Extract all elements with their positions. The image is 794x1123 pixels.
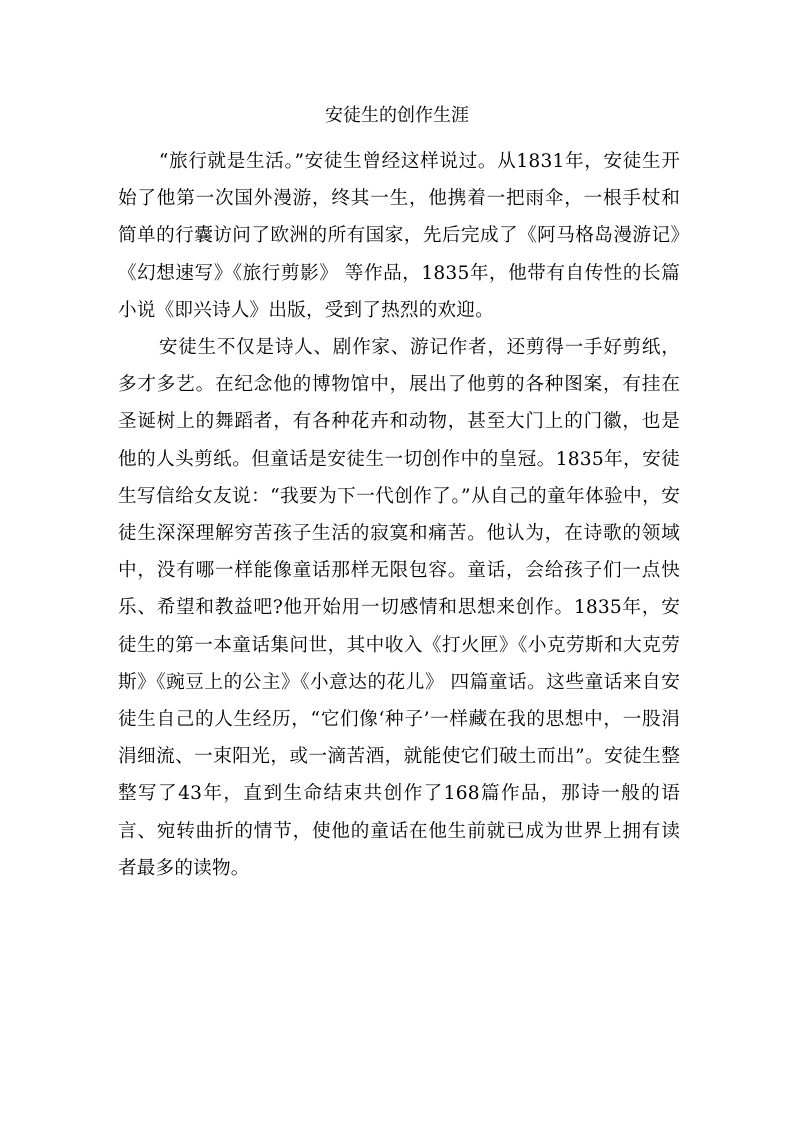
paragraph-travel: “旅行就是生活。”安徒生曾经这样说过。从1831年，安徒生开始了他第一次国外漫游，终其一生，他携着一把雨伞，一根手杖和简单的行囊访问了欧洲的所有国家，先后完成了《阿马格岛漫游记》《幻想速写》《旅行剪影》 等作品，1835年，他带有自传性的长篇小说《即兴诗人》出版，受到了热烈的欢迎。 xyxy=(118,151,680,321)
paragraph-fairy-tales: 安徒生不仅是诗人、剧作家、游记作者，还剪得一手好剪纸，多才多艺。在纪念他的博物馆中，展出了他剪的各种图案，有挂在圣诞树上的舞蹈者，有各种花卉和动物，甚至大门上的门徽，也是他的人头剪纸。但童话是安徒生一切创作中的皇冠。1835年，安徒生写信给女友说：“我要为下一代创作了。”从自己的童年体验中，安徒生深深理解穷苦孩子生活的寂寞和痛苦。他认为，在诗歌的领域中，没有哪一样能像童话那样无限包容。童话，会给孩子们一点快乐、希望和教益吧?他开始用一切感情和思想来创作。1835年，安徒生的第一本童话集问世，其中收入《打火匣》《小克劳斯和大克劳斯》《豌豆上的公主》《小意达的花儿》 四篇童话。这些童话来自安徒生自己的人生经历，“它们像‘种子’一样藏在我的思想中，一股涓涓细流、一束阳光，或一滴苦酒，就能使它们破土而出”。安徒生整整写了43年，直到生命结束共创作了168篇作品，那诗一般的语言、宛转曲折的情节，使他的童话在他生前就已成为世界上拥有读者最多的读物。 xyxy=(118,337,680,879)
article-body xyxy=(118,143,680,887)
page-title: 安徒生的创作生涯 xyxy=(325,105,469,126)
